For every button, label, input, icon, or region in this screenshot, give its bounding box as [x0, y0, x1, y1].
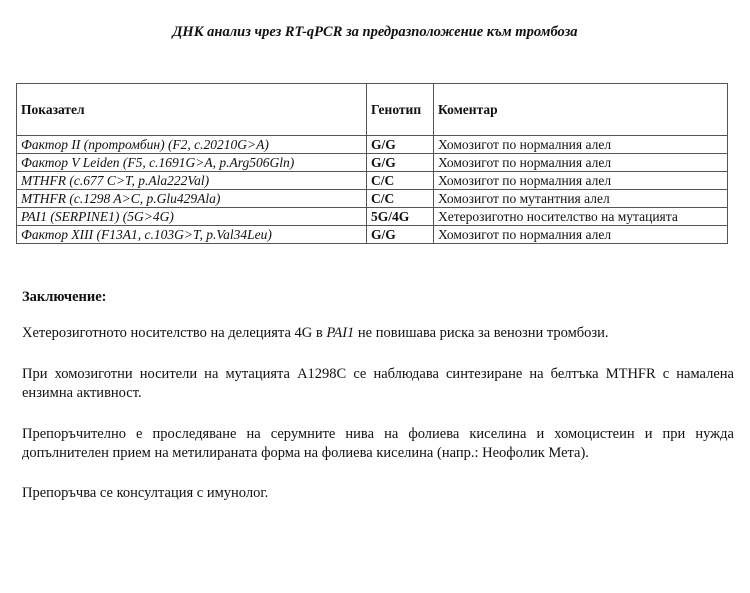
table-row [17, 208, 728, 226]
cell-marker: Фактор XIII (F13A1, c.103G>T, p.Val34Leu) [17, 226, 367, 244]
cell-genotype: 5G/4G [367, 208, 434, 226]
cell-comment: Хетерозиготно носителство на мутацията [434, 208, 728, 226]
cell-genotype: G/G [367, 136, 434, 154]
cell-comment: Хомозигот по нормалния алел [434, 172, 728, 190]
text: не повишава риска за венозни тромбози. [354, 325, 609, 341]
header-marker: Показател [17, 84, 367, 136]
cell-marker: PAI1 (SERPINE1) (5G>4G) [17, 208, 367, 226]
results-table [16, 83, 728, 244]
table-row [17, 136, 728, 154]
cell-marker: MTHFR (c.677 C>T, p.Ala222Val) [17, 172, 367, 190]
conclusion-paragraph-2: При хомозиготни носители на мутацията A1298C се наблюдава синтезиране на белтъка MTHFR с намалена ензимна активност. [22, 366, 734, 401]
cell-genotype: C/C [367, 172, 434, 190]
cell-marker: Фактор V Leiden (F5, c.1691G>A, p.Arg506Gln) [17, 154, 367, 172]
cell-marker: MTHFR (c.1298 A>C, p.Glu429Ala) [17, 190, 367, 208]
gene-name: PAI1 [326, 325, 355, 341]
header-genotype: Генотип [367, 84, 434, 136]
text: Хетерозиготното носителство на делецията 4G в [22, 325, 327, 341]
cell-genotype: C/C [367, 190, 434, 208]
cell-comment: Хомозигот по мутантния алел [434, 190, 728, 208]
table-row [17, 190, 728, 208]
cell-marker: Фактор II (протромбин) (F2, c.20210G>A) [17, 136, 367, 154]
table-header [17, 84, 728, 136]
cell-comment: Хомозигот по нормалния алел [434, 136, 728, 154]
header-comment: Коментар [434, 84, 728, 136]
conclusion-heading: Заключение: [22, 289, 107, 305]
conclusion-paragraph-1 [22, 324, 734, 343]
table-row [17, 154, 728, 172]
table-row [17, 226, 728, 244]
conclusion-paragraph-3: Препоръчително е проследяване на серумните нива на фолиева киселина и хомоцистеин и при нужда допълнителен прием на метилираната форма на фолиева киселина (напр.: Неофолик Мета). [22, 426, 734, 461]
conclusion-paragraph-4: Препоръчва се консултация с имунолог. [22, 485, 269, 501]
cell-comment: Хомозигот по нормалния алел [434, 226, 728, 244]
cell-genotype: G/G [367, 226, 434, 244]
cell-comment: Хомозигот по нормалния алел [434, 154, 728, 172]
cell-genotype: G/G [367, 154, 434, 172]
table-row [17, 172, 728, 190]
document-title: ДНК анализ чрез RT-qPCR за предразположение към тромбоза [172, 24, 578, 40]
